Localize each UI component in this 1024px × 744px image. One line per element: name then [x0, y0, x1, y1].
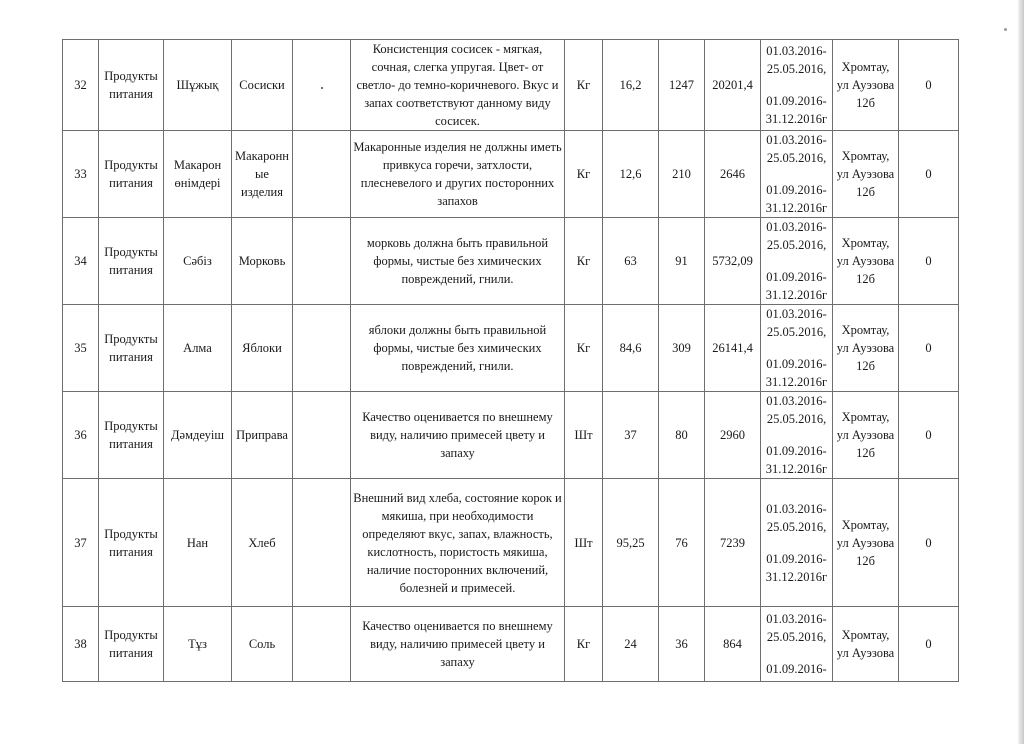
name-kz-cell: Алма — [164, 305, 232, 392]
delivery-date-range-2: 01.09.2016-31.12.2016г — [765, 270, 828, 302]
delivery-place-cell: Хромтау, ул Ауэзова 12б — [833, 305, 899, 392]
dates-cell — [761, 131, 833, 218]
sum-cell: 864 — [705, 607, 761, 682]
delivery-date-range-2: 01.09.2016-31.12.2016г — [765, 357, 828, 389]
prepayment-cell: 0 — [899, 40, 959, 131]
category-cell: Продукты питания — [99, 479, 164, 607]
name-kz-cell: Макарон өнімдері — [164, 131, 232, 218]
price-cell: 95,25 — [603, 479, 659, 607]
delivery-date-range-2: 01.09.2016-31.12.2016г — [765, 444, 828, 476]
blank-cell — [293, 607, 351, 682]
unit-cell: Кг — [565, 218, 603, 305]
delivery-place-cell: Хромтау, ул Ауэзова — [833, 607, 899, 682]
unit-cell: Кг — [565, 607, 603, 682]
table-row — [63, 607, 959, 682]
blank-cell — [293, 218, 351, 305]
name-kz-cell: Сәбіз — [164, 218, 232, 305]
unit-cell: Шт — [565, 479, 603, 607]
category-cell: Продукты питания — [99, 392, 164, 479]
description-cell: Внешний вид хлеба, состояние корок и мякиша, при необходимости определяют вкус, запах, влажность, кислотность, пористость мякиша, наличие посторонних включений, болезней и примесей. — [351, 479, 565, 607]
unit-cell: Кг — [565, 305, 603, 392]
delivery-date-range-1: 01.03.2016-25.05.2016, — [766, 307, 827, 339]
dates-cell — [761, 607, 833, 682]
name-ru-cell: Морковь — [232, 218, 293, 305]
description-cell: яблоки должны быть правильной формы, чистые без химических повреждений, гнили. — [351, 305, 565, 392]
name-kz-cell: Дәмдеуіш — [164, 392, 232, 479]
description-cell: Макаронные изделия не должны иметь привкуса горечи, затхлости, плесневелого и других посторонних запахов — [351, 131, 565, 218]
row-number: 38 — [63, 607, 99, 682]
name-ru-cell: Соль — [232, 607, 293, 682]
category-cell: Продукты питания — [99, 607, 164, 682]
row-number: 37 — [63, 479, 99, 607]
delivery-place-cell: Хромтау, ул Ауэзова 12б — [833, 131, 899, 218]
row-number: 35 — [63, 305, 99, 392]
name-ru-cell: Приправа — [232, 392, 293, 479]
delivery-place-cell: Хромтау, ул Ауэзова 12б — [833, 392, 899, 479]
sum-cell: 26141,4 — [705, 305, 761, 392]
sum-cell: 7239 — [705, 479, 761, 607]
row-number: 34 — [63, 218, 99, 305]
name-ru-cell: Макаронные изделия — [232, 131, 293, 218]
prepayment-cell: 0 — [899, 607, 959, 682]
delivery-place-cell: Хромтау, ул Ауэзова 12б — [833, 479, 899, 607]
table-row — [63, 392, 959, 479]
category-cell: Продукты питания — [99, 40, 164, 131]
blank-cell — [293, 392, 351, 479]
scan-page-edge — [1018, 0, 1024, 744]
price-cell: 16,2 — [603, 40, 659, 131]
delivery-date-range-2: 01.09.2016-31.12.2016г — [765, 183, 828, 215]
table-row — [63, 131, 959, 218]
unit-cell: Шт — [565, 392, 603, 479]
category-cell: Продукты питания — [99, 218, 164, 305]
dates-cell — [761, 218, 833, 305]
table-row — [63, 218, 959, 305]
description-cell: Качество оценивается по внешнему виду, наличию примесей цвету и запаху — [351, 607, 565, 682]
row-number: 32 — [63, 40, 99, 131]
delivery-date-range-2: 01.09.2016-31.12.2016г — [765, 94, 828, 126]
unit-cell: Кг — [565, 40, 603, 131]
quantity-cell: 1247 — [659, 40, 705, 131]
quantity-cell: 36 — [659, 607, 705, 682]
delivery-date-range-1: 01.03.2016-25.05.2016, — [766, 220, 827, 252]
dates-cell — [761, 305, 833, 392]
table-body — [63, 40, 959, 682]
name-kz-cell: Тұз — [164, 607, 232, 682]
delivery-place-cell: Хромтау, ул Ауэзова 12б — [833, 40, 899, 131]
price-cell: 84,6 — [603, 305, 659, 392]
category-cell: Продукты питания — [99, 305, 164, 392]
blank-cell — [293, 40, 351, 131]
prepayment-cell: 0 — [899, 218, 959, 305]
row-number: 36 — [63, 392, 99, 479]
price-cell: 63 — [603, 218, 659, 305]
quantity-cell: 210 — [659, 131, 705, 218]
dates-cell — [761, 479, 833, 607]
delivery-date-range-1: 01.03.2016-25.05.2016, — [766, 44, 827, 76]
prepayment-cell: 0 — [899, 131, 959, 218]
name-ru-cell: Сосиски — [232, 40, 293, 131]
table-row — [63, 40, 959, 131]
sum-cell: 5732,09 — [705, 218, 761, 305]
name-kz-cell: Нан — [164, 479, 232, 607]
prepayment-cell: 0 — [899, 305, 959, 392]
row-number: 33 — [63, 131, 99, 218]
quantity-cell: 309 — [659, 305, 705, 392]
delivery-date-range-2: 01.09.2016-31.12.2016г — [765, 551, 828, 584]
delivery-date-range-1: 01.03.2016-25.05.2016, — [766, 501, 827, 534]
sum-cell: 2960 — [705, 392, 761, 479]
sum-cell: 20201,4 — [705, 40, 761, 131]
category-cell: Продукты питания — [99, 131, 164, 218]
quantity-cell: 80 — [659, 392, 705, 479]
scan-speck — [1004, 28, 1007, 31]
dates-cell — [761, 40, 833, 131]
blank-cell — [293, 479, 351, 607]
name-ru-cell: Яблоки — [232, 305, 293, 392]
blank-cell — [293, 131, 351, 218]
delivery-date-range-1: 01.03.2016-25.05.2016, — [766, 394, 827, 426]
name-kz-cell: Шұжық — [164, 40, 232, 131]
sum-cell: 2646 — [705, 131, 761, 218]
price-cell: 37 — [603, 392, 659, 479]
quantity-cell: 76 — [659, 479, 705, 607]
description-cell: Качество оценивается по внешнему виду, наличию примесей цвету и запаху — [351, 392, 565, 479]
delivery-date-range-1: 01.03.2016-25.05.2016, — [766, 612, 827, 644]
table-row — [63, 479, 959, 607]
price-cell: 12,6 — [603, 131, 659, 218]
description-cell: Консистенция сосисек - мягкая, сочная, слегка упругая. Цвет- от светло- до темно-коричневого. Вкус и запах соответствуют данному виду сосисек. — [351, 40, 565, 131]
delivery-place-cell: Хромтау, ул Ауэзова 12б — [833, 218, 899, 305]
prepayment-cell: 0 — [899, 392, 959, 479]
description-cell: морковь должна быть правильной формы, чистые без химических повреждений, гнили. — [351, 218, 565, 305]
quantity-cell: 91 — [659, 218, 705, 305]
table-row — [63, 305, 959, 392]
dates-cell — [761, 392, 833, 479]
prepayment-cell: 0 — [899, 479, 959, 607]
delivery-date-range-1: 01.03.2016-25.05.2016, — [766, 133, 827, 165]
blank-cell — [293, 305, 351, 392]
name-ru-cell: Хлеб — [232, 479, 293, 607]
unit-cell: Кг — [565, 131, 603, 218]
delivery-date-range-2: 01.09.2016- — [766, 662, 827, 676]
procurement-table — [62, 39, 959, 682]
price-cell: 24 — [603, 607, 659, 682]
stray-ink-dot — [321, 87, 323, 89]
